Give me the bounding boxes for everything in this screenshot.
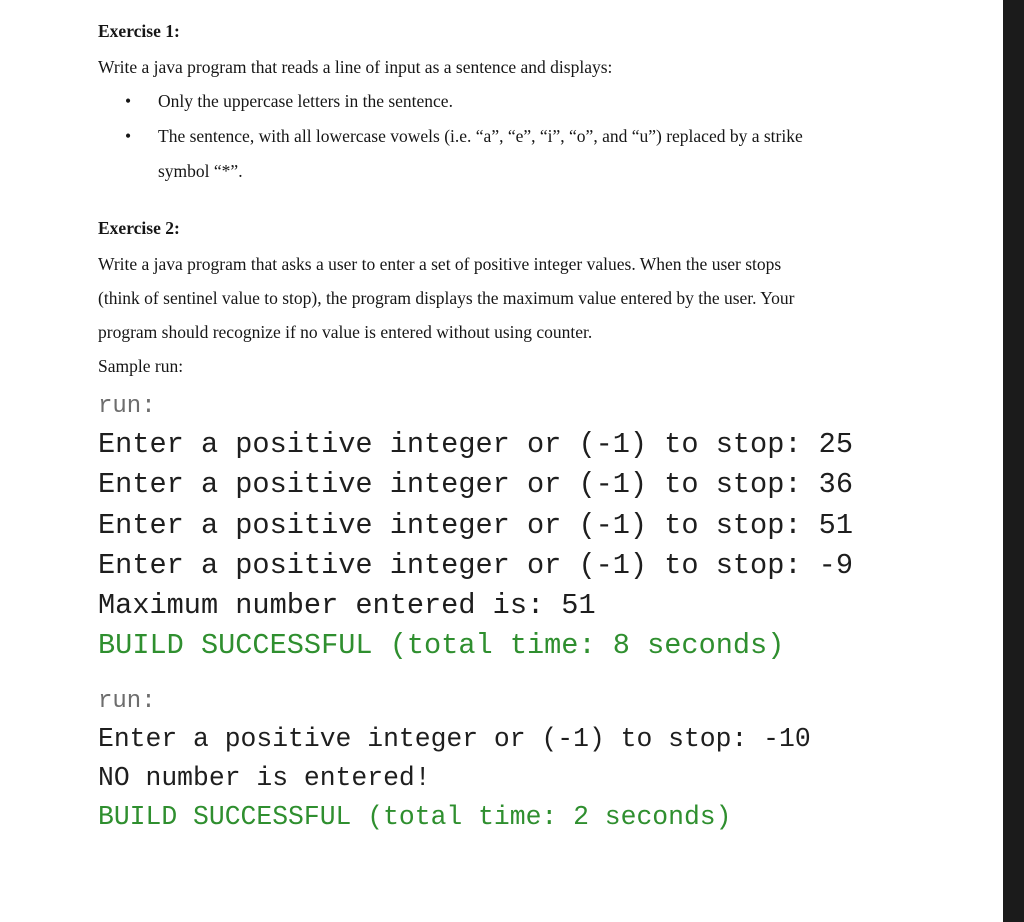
run-label: run:	[98, 393, 156, 420]
bullet-text: symbol “*”.	[158, 161, 243, 181]
console-prompt-line: Enter a positive integer or (-1) to stop: 51	[98, 508, 853, 542]
console-prompt-line: Enter a positive integer or (-1) to stop: 36	[98, 468, 853, 502]
exercise-1-intro: Write a java program that reads a line of input as a sentence and displays:	[98, 57, 613, 77]
bullet-item	[98, 84, 978, 119]
build-status-line: BUILD SUCCESSFUL (total time: 8 seconds)	[98, 629, 785, 663]
exercise-2-line: (think of sentinel value to stop), the program displays the maximum value entered by the user. Your	[98, 288, 795, 308]
document-content	[98, 16, 978, 837]
console-prompt-line: Enter a positive integer or (-1) to stop: 25	[98, 428, 853, 461]
console-result-line: NO number is entered!	[98, 762, 431, 793]
sample-run-label: Sample run:	[98, 356, 184, 376]
bullet-dot-icon: •	[125, 91, 132, 111]
run-label: run:	[98, 687, 156, 715]
console-prompt-line: Enter a positive integer or (-1) to stop: -9	[98, 548, 853, 582]
exercise-2-line: Write a java program that asks a user to enter a set of positive integer values. When the user stops	[98, 254, 782, 274]
build-status-line: BUILD SUCCESSFUL (total time: 2 seconds)	[98, 801, 732, 832]
bullet-dot-icon: •	[125, 126, 132, 146]
console-prompt-line: Enter a positive integer or (-1) to stop: -10	[98, 723, 811, 754]
exercise-2-line: program should recognize if no value is entered without using counter.	[98, 322, 593, 342]
window-edge	[1003, 0, 1024, 922]
console-result-line: Maximum number entered is: 51	[98, 589, 596, 623]
exercise-2-description	[98, 247, 978, 383]
console-output-run-2	[98, 684, 978, 837]
exercise-1-heading: Exercise 1:	[98, 21, 180, 41]
bullet-text: The sentence, with all lowercase vowels (i.e. “a”, “e”, “i”, “o”, and “u”) replaced by a strike	[158, 126, 803, 146]
console-output-run-1	[98, 389, 978, 667]
bullet-item-continuation	[98, 154, 978, 189]
bullet-text: Only the uppercase letters in the sentence.	[158, 91, 453, 111]
bullet-item	[98, 119, 978, 154]
exercise-1-bullet-list	[98, 84, 978, 189]
exercise-2-heading: Exercise 2:	[98, 218, 180, 238]
